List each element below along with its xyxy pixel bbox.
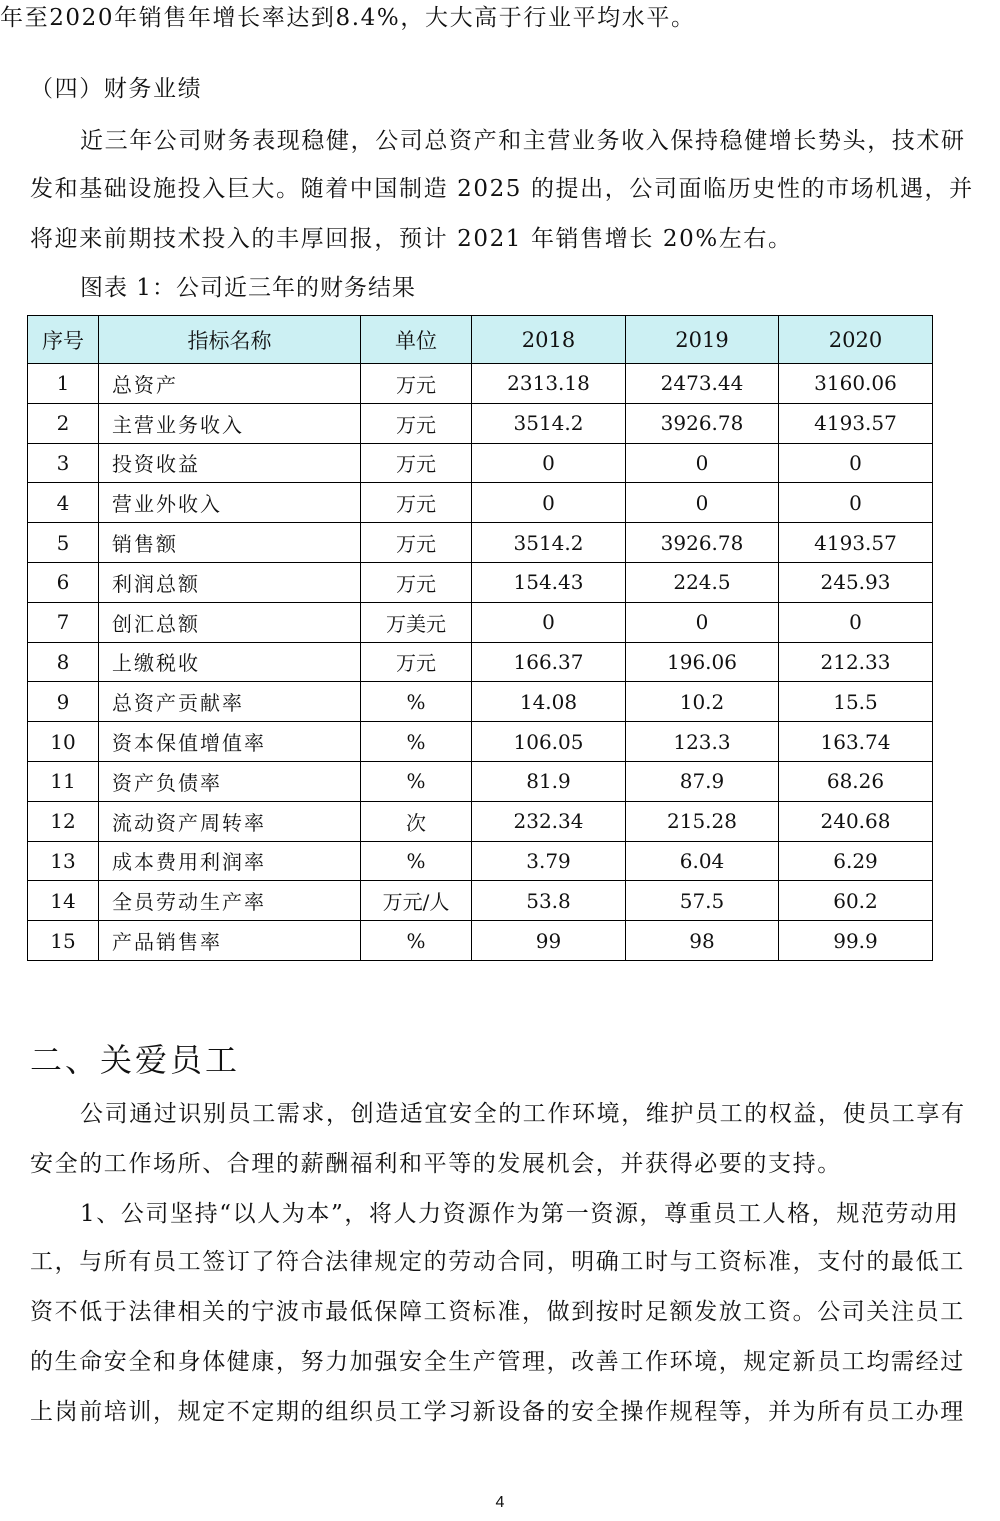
cell-2019: 2473.44 [626, 364, 779, 404]
paragraph-line: 公司通过识别员工需求，创造适宜安全的工作环境，维护员工的权益，使员工享有 [80, 1101, 966, 1127]
header-index: 序号 [28, 316, 99, 364]
cell-2019: 0 [626, 443, 779, 483]
cell-2020: 0 [779, 602, 933, 642]
cell-unit: 万元 [361, 483, 472, 523]
cell-indicator-name: 利润总额 [99, 562, 361, 602]
cell-2019: 123.3 [626, 722, 779, 762]
cell-2018: 0 [472, 443, 626, 483]
cell-2020: 0 [779, 443, 933, 483]
cell-indicator-name: 营业外收入 [99, 483, 361, 523]
table-header-row [28, 316, 933, 364]
cell-2019: 0 [626, 483, 779, 523]
cell-2020: 163.74 [779, 722, 933, 762]
cell-2018: 232.34 [472, 801, 626, 841]
cell-unit: % [361, 722, 472, 762]
cell-2019: 215.28 [626, 801, 779, 841]
table-row [28, 722, 933, 762]
cell-indicator-name: 销售额 [99, 523, 361, 563]
cell-2020: 240.68 [779, 801, 933, 841]
page-number: 4 [495, 1494, 505, 1511]
financial-results-table [27, 315, 933, 961]
cell-index: 6 [28, 562, 99, 602]
cell-indicator-name: 流动资产周转率 [99, 801, 361, 841]
cell-2020: 15.5 [779, 682, 933, 722]
table-row [28, 761, 933, 801]
cell-2019: 196.06 [626, 642, 779, 682]
table-row [28, 562, 933, 602]
cell-index: 8 [28, 642, 99, 682]
cell-2018: 3514.2 [472, 523, 626, 563]
cell-unit: % [361, 761, 472, 801]
table-row [28, 602, 933, 642]
cell-2018: 106.05 [472, 722, 626, 762]
paragraph-line: 工，与所有员工签订了符合法律规定的劳动合同，明确工时与工资标准，支付的最低工 [30, 1249, 965, 1275]
cell-unit: 万元 [361, 443, 472, 483]
cell-2018: 0 [472, 483, 626, 523]
cell-indicator-name: 总资产 [99, 364, 361, 404]
header-year-2020: 2020 [779, 316, 933, 364]
cell-index: 10 [28, 722, 99, 762]
header-indicator-name: 指标名称 [99, 316, 361, 364]
cell-index: 12 [28, 801, 99, 841]
cell-2020: 0 [779, 483, 933, 523]
section-heading-care-for-employees: 二、关爱员工 [30, 1041, 241, 1079]
cell-unit: 万元/人 [361, 881, 472, 921]
paragraph-line: 上岗前培训，规定不定期的组织员工学习新设备的安全操作规程等，并为所有员工办理 [30, 1399, 965, 1425]
cell-unit: % [361, 682, 472, 722]
table-row [28, 642, 933, 682]
cell-index: 15 [28, 921, 99, 961]
cell-2018: 3514.2 [472, 403, 626, 443]
cell-2020: 68.26 [779, 761, 933, 801]
cell-2019: 57.5 [626, 881, 779, 921]
cell-index: 3 [28, 443, 99, 483]
cell-2020: 60.2 [779, 881, 933, 921]
paragraph-line: 的生命安全和身体健康，努力加强安全生产管理，改善工作环境，规定新员工均需经过 [30, 1349, 965, 1375]
cell-unit: 万元 [361, 562, 472, 602]
cell-index: 13 [28, 841, 99, 881]
table-row [28, 881, 933, 921]
cell-2020: 4193.57 [779, 523, 933, 563]
table-row [28, 682, 933, 722]
cell-index: 9 [28, 682, 99, 722]
cell-index: 7 [28, 602, 99, 642]
cell-unit: 万元 [361, 642, 472, 682]
cell-index: 5 [28, 523, 99, 563]
table-row [28, 523, 933, 563]
cell-2018: 3.79 [472, 841, 626, 881]
cell-2019: 87.9 [626, 761, 779, 801]
cell-2018: 53.8 [472, 881, 626, 921]
cell-2019: 6.04 [626, 841, 779, 881]
paragraph-line: 发和基础设施投入巨大。随着中国制造 2025 的提出，公司面临历史性的市场机遇，并 [30, 176, 974, 202]
paragraph-line: 资不低于法律相关的宁波市最低保障工资标准，做到按时足额发放工资。公司关注员工 [30, 1299, 965, 1325]
table-caption: 图表 1：公司近三年的财务结果 [80, 275, 416, 301]
cell-indicator-name: 资本保值增值率 [99, 722, 361, 762]
cell-index: 4 [28, 483, 99, 523]
header-unit: 单位 [361, 316, 472, 364]
cell-2018: 99 [472, 921, 626, 961]
cell-index: 1 [28, 364, 99, 404]
cell-2020: 4193.57 [779, 403, 933, 443]
table-row [28, 403, 933, 443]
cell-2018: 166.37 [472, 642, 626, 682]
cell-indicator-name: 主营业务收入 [99, 403, 361, 443]
cell-indicator-name: 投资收益 [99, 443, 361, 483]
paragraph-line: 1、公司坚持“以人为本”，将人力资源作为第一资源，尊重员工人格，规范劳动用 [80, 1201, 960, 1227]
header-year-2018: 2018 [472, 316, 626, 364]
header-year-2019: 2019 [626, 316, 779, 364]
cell-unit: 万美元 [361, 602, 472, 642]
cell-indicator-name: 总资产贡献率 [99, 682, 361, 722]
paragraph-line: 将迎来前期技术投入的丰厚回报，预计 2021 年销售增长 20%左右。 [30, 226, 793, 252]
cell-unit: % [361, 841, 472, 881]
cell-index: 2 [28, 403, 99, 443]
cell-index: 14 [28, 881, 99, 921]
cell-unit: 万元 [361, 523, 472, 563]
cell-2020: 212.33 [779, 642, 933, 682]
cell-unit: 万元 [361, 364, 472, 404]
cell-2018: 0 [472, 602, 626, 642]
cell-2019: 98 [626, 921, 779, 961]
cell-2019: 224.5 [626, 562, 779, 602]
cell-2020: 6.29 [779, 841, 933, 881]
cell-indicator-name: 创汇总额 [99, 602, 361, 642]
cell-2019: 3926.78 [626, 403, 779, 443]
cell-2018: 81.9 [472, 761, 626, 801]
cell-2018: 154.43 [472, 562, 626, 602]
table-row [28, 841, 933, 881]
cell-2019: 0 [626, 602, 779, 642]
cell-2019: 10.2 [626, 682, 779, 722]
cell-2019: 3926.78 [626, 523, 779, 563]
cell-indicator-name: 全员劳动生产率 [99, 881, 361, 921]
table-row [28, 443, 933, 483]
subheading-financial-performance: （四）财务业绩 [30, 76, 203, 102]
cell-2018: 14.08 [472, 682, 626, 722]
cell-2020: 245.93 [779, 562, 933, 602]
paragraph-line: 安全的工作场所、合理的薪酬福利和平等的发展机会，并获得必要的支持。 [30, 1151, 842, 1177]
paragraph-line: 近三年公司财务表现稳健，公司总资产和主营业务收入保持稳健增长势头，技术研 [80, 128, 966, 154]
table-row [28, 364, 933, 404]
cell-indicator-name: 上缴税收 [99, 642, 361, 682]
paragraph-line: 年至2020年销售年增长率达到8.4%，大大高于行业平均水平。 [0, 5, 696, 31]
cell-2020: 3160.06 [779, 364, 933, 404]
cell-unit: % [361, 921, 472, 961]
cell-unit: 次 [361, 801, 472, 841]
cell-2018: 2313.18 [472, 364, 626, 404]
cell-indicator-name: 产品销售率 [99, 921, 361, 961]
table-row [28, 801, 933, 841]
table-row [28, 483, 933, 523]
cell-2020: 99.9 [779, 921, 933, 961]
table-row [28, 921, 933, 961]
cell-unit: 万元 [361, 403, 472, 443]
cell-indicator-name: 资产负债率 [99, 761, 361, 801]
cell-index: 11 [28, 761, 99, 801]
cell-indicator-name: 成本费用利润率 [99, 841, 361, 881]
